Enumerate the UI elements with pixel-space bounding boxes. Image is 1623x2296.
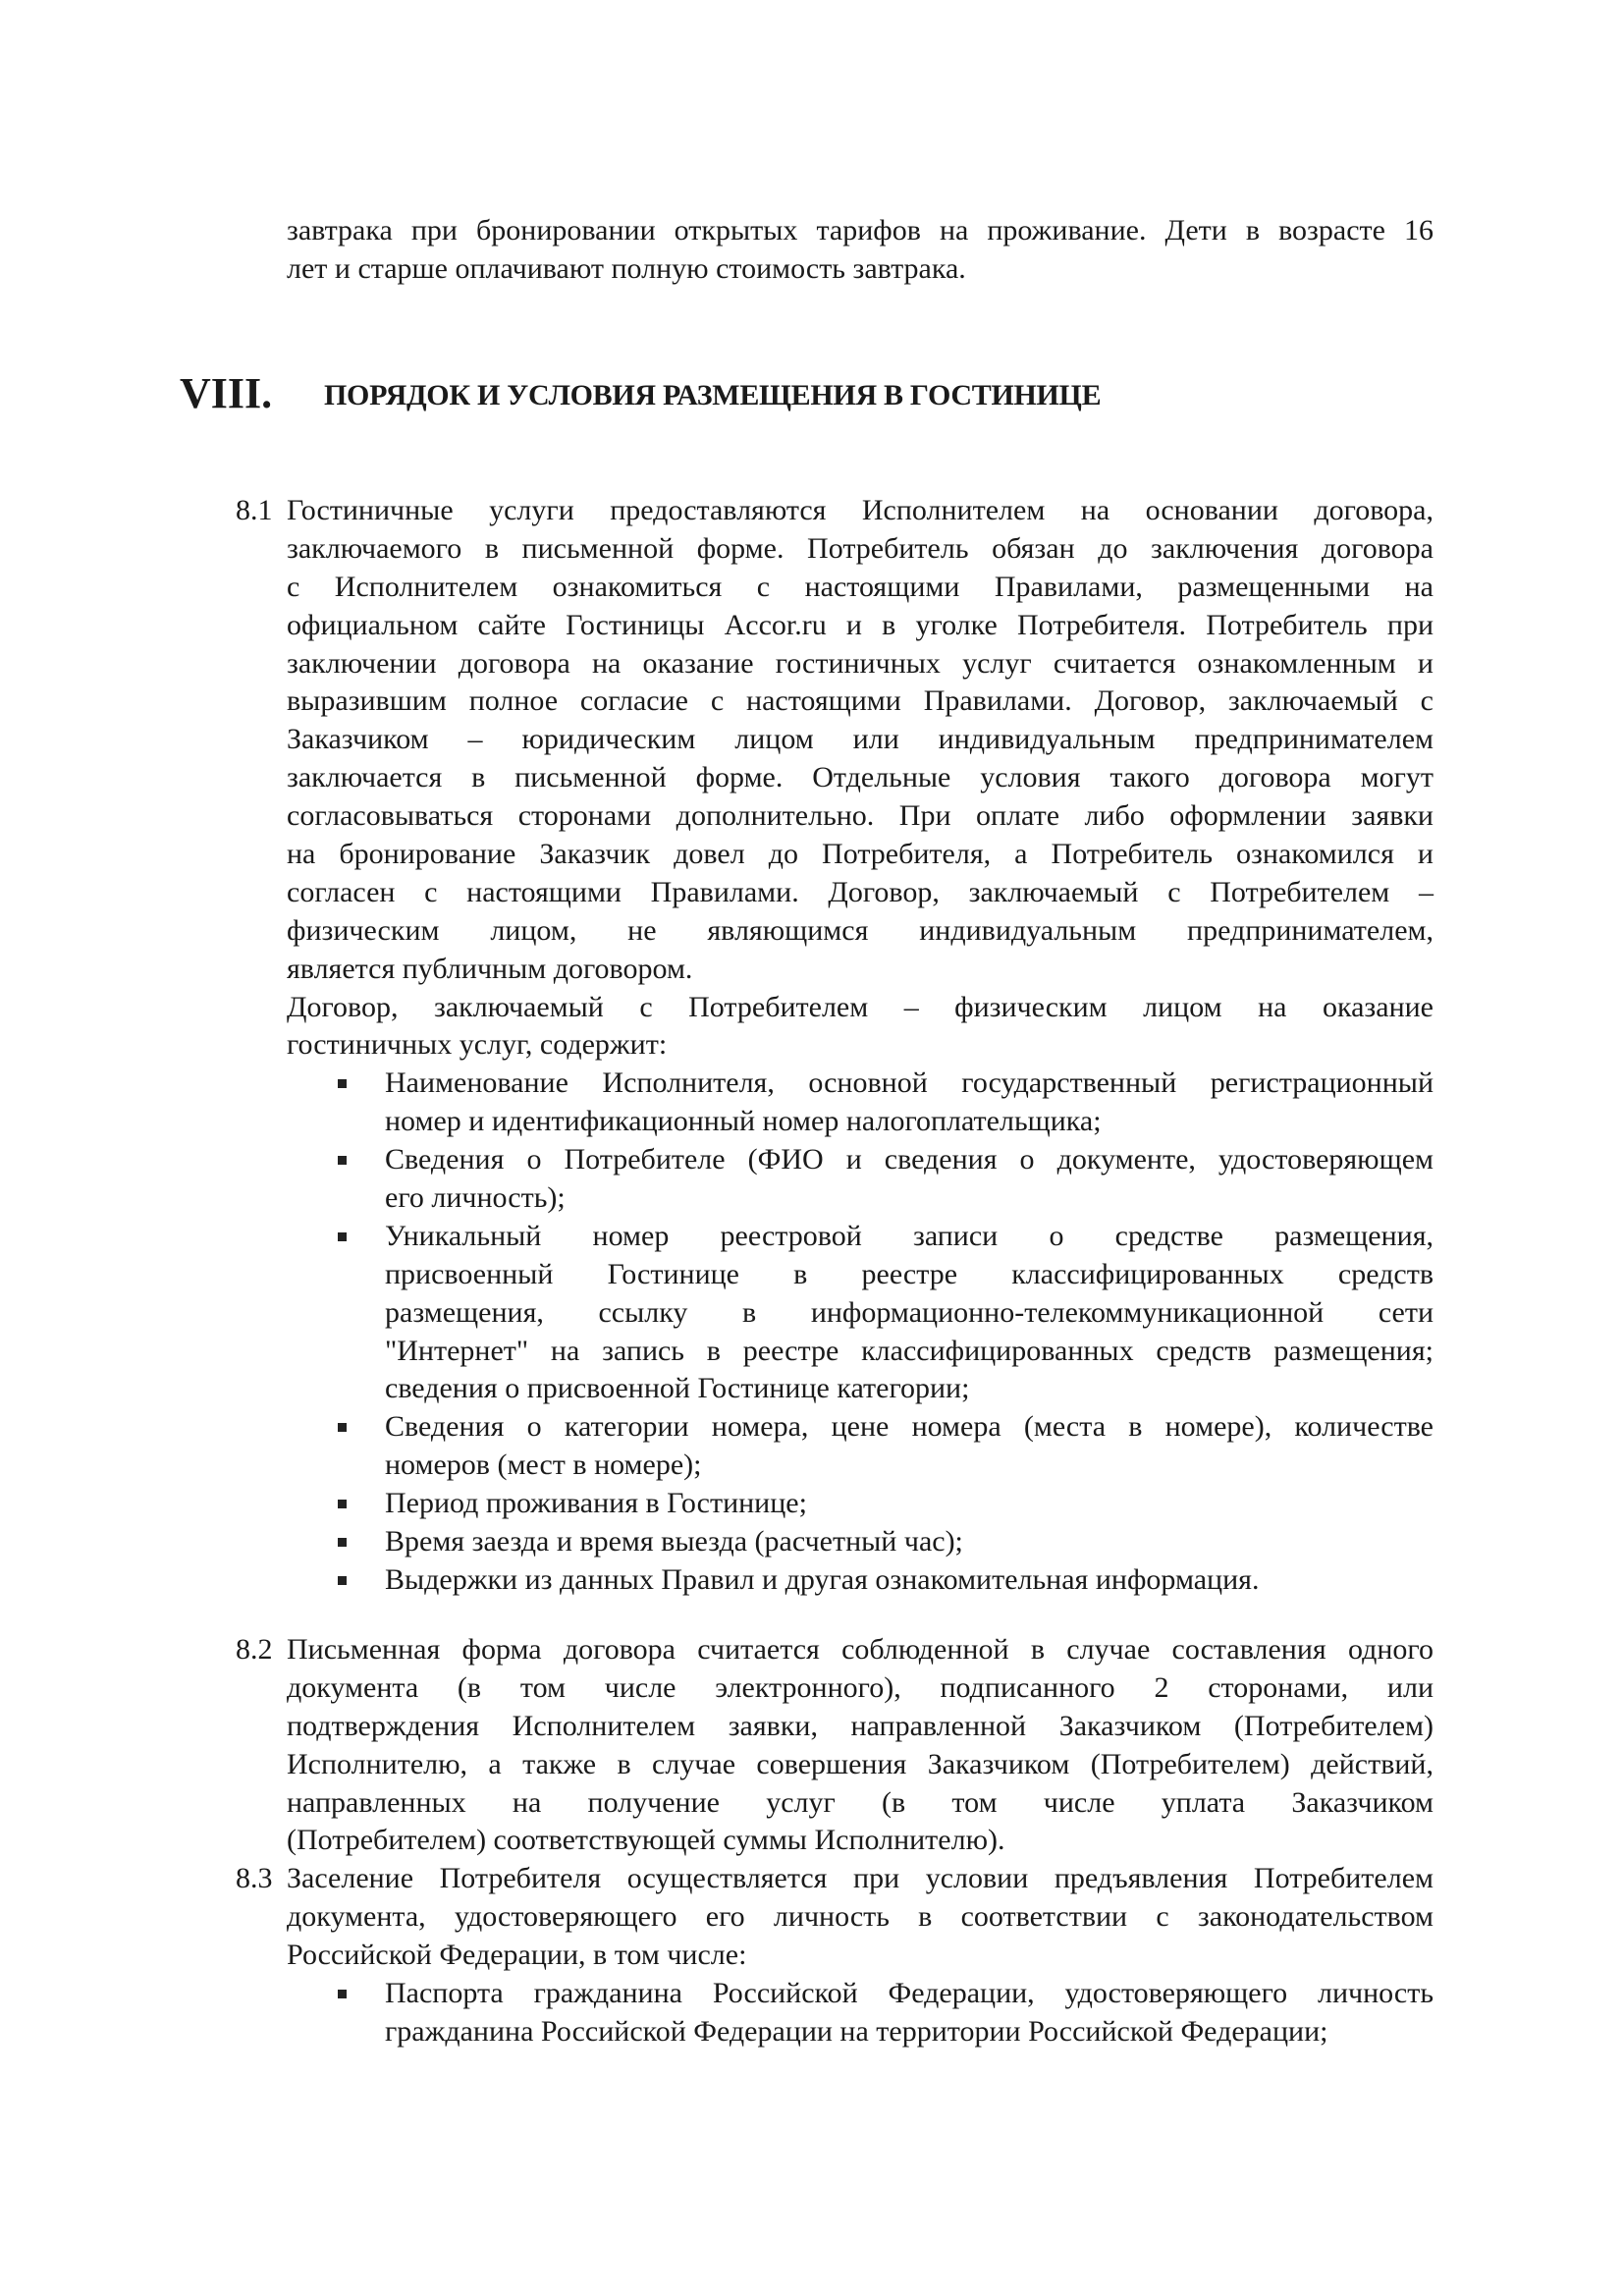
bullet-line (0, 1485, 1623, 1523)
bullet-line (0, 1447, 1623, 1485)
bullet-line (0, 1561, 1623, 1600)
line-text: его личность); (385, 1181, 566, 1215)
bullet-line (0, 1294, 1623, 1333)
line-text: Заселение Потребителя осуществляется при условии предъявления Потребителем (287, 1862, 1434, 1895)
paragraph-line (0, 492, 1623, 530)
line-text: Исполнителю, а также в случае совершения Заказчиком (Потребителем) действий, (287, 1747, 1434, 1780)
paragraph-line (0, 1784, 1623, 1823)
line-text: Договор, заключаемый с Потребителем – физическим лицом на оказание (287, 990, 1434, 1023)
line-text: с Исполнителем ознакомиться с настоящими Правилами, размещенными на (287, 570, 1434, 603)
paragraph-line (0, 1708, 1623, 1746)
line-text: "Интернет" на запись в реестре классифицированных средств размещения; (385, 1334, 1434, 1367)
square-bullet-icon (338, 1232, 347, 1241)
bullet-line (0, 1333, 1623, 1371)
line-text: Наименование Исполнителя, основной государственный регистрационный (385, 1066, 1434, 1100)
line-text: заключении договора на оказание гостиничных услуг считается ознакомленным и (287, 646, 1434, 680)
square-bullet-icon (338, 1538, 347, 1547)
line-text: подтверждения Исполнителем заявки, направленной Заказчиком (Потребителем) (287, 1709, 1434, 1742)
paragraph-line (0, 1898, 1623, 1937)
clause-number: 8.1 (236, 494, 273, 526)
paragraph-line (0, 874, 1623, 912)
clauses-8-2-8-3 (0, 1631, 1623, 2051)
square-bullet-icon (338, 1156, 347, 1165)
line-text: согласен с настоящими Правилами. Договор, заключаемый с Потребителем – (287, 875, 1434, 908)
line-text: Гостиничные услуги предоставляются Исполнителем на основании договора, (287, 494, 1434, 526)
line-text: документа (в том числе электронного), подписанного 2 сторонами, или (287, 1670, 1434, 1704)
bullet-line (0, 1975, 1623, 2013)
line-text: Заказчиком – юридическим лицом или индивидуальным предпринимателем (287, 723, 1434, 756)
section-title: ПОРЯДОК И УСЛОВИЯ РАЗМЕЩЕНИЯ В ГОСТИНИЦЕ (324, 379, 1102, 411)
bullet-line (0, 1408, 1623, 1447)
line-text: (Потребителем) соответствующей суммы Исполнителю). (287, 1824, 1005, 1857)
line-text: Время заезда и время выезда (расчетный час); (385, 1525, 963, 1558)
line-text: направленных на получение услуг (в том числе уплата Заказчиком (287, 1785, 1434, 1819)
paragraph-line (0, 645, 1623, 683)
line-text: является публичным договором. (287, 952, 693, 985)
line-text: на бронирование Заказчик довел до Потребителя, а Потребитель ознакомился и (287, 838, 1434, 871)
bullet-line (0, 1523, 1623, 1561)
bullet-line (0, 1370, 1623, 1408)
bullet-line (0, 1103, 1623, 1141)
line-text: заключается в письменной форме. Отдельные условия такого договора могут (287, 761, 1434, 794)
paragraph-line (0, 569, 1623, 607)
line-text: присвоенный Гостинице в реестре классифицированных средств (385, 1257, 1434, 1290)
line-text: Сведения о категории номера, цене номера (места в номере), количестве (385, 1410, 1434, 1444)
square-bullet-icon (338, 1576, 347, 1585)
square-bullet-icon (338, 1079, 347, 1088)
line-text: Период проживания в Гостинице; (385, 1487, 807, 1520)
paragraph-line (0, 721, 1623, 759)
line-text: гражданина Российской Федерации на территории Российской Федерации; (385, 2014, 1328, 2048)
line-text: сведения о присвоенной Гостинице категории; (385, 1372, 970, 1405)
paragraph-line (0, 912, 1623, 951)
paragraph-line (0, 797, 1623, 836)
line-text: согласовываться сторонами дополнительно. При оплате либо оформлении заявки (287, 799, 1434, 833)
square-bullet-icon (338, 1423, 347, 1432)
bullet-line (0, 1179, 1623, 1218)
line-text: документа, удостоверяющего его личность в соответствии с законодательством (287, 1900, 1434, 1934)
paragraph-line (0, 1860, 1623, 1898)
bullet-line (0, 1218, 1623, 1256)
bullet-line (0, 1065, 1623, 1103)
paragraph-line (0, 1937, 1623, 1975)
line-text: Сведения о Потребителе (ФИО и сведения о документе, удостоверяющем (385, 1143, 1434, 1176)
paragraph-line (0, 951, 1623, 989)
clause-number: 8.3 (236, 1862, 273, 1895)
paragraph-line (0, 1822, 1623, 1860)
paragraph-line (0, 1631, 1623, 1669)
paragraph-line (0, 1746, 1623, 1784)
line-text: Выдержки из данных Правил и другая ознакомительная информация. (385, 1562, 1260, 1596)
paragraph-line (0, 989, 1623, 1027)
clause-number: 8.2 (236, 1633, 273, 1666)
line-text: официальном сайте Гостиницы Accor.ru и в уголке Потребителя. Потребитель при (287, 608, 1434, 641)
bullet-line (0, 1256, 1623, 1294)
square-bullet-icon (338, 1500, 347, 1508)
line-text: Уникальный номер реестровой записи о средстве размещения, (385, 1219, 1434, 1252)
intro-paragraph (0, 212, 1623, 289)
bullet-line (0, 2013, 1623, 2051)
square-bullet-icon (338, 1990, 347, 1998)
paragraph-line (0, 607, 1623, 645)
paragraph-line (0, 212, 1623, 250)
paragraph-line (0, 1669, 1623, 1708)
bullet-line (0, 1141, 1623, 1179)
line-text: физическим лицом, не являющимся индивидуальным предпринимателем, (287, 913, 1434, 947)
paragraph-line (0, 683, 1623, 721)
line-text: Паспорта гражданина Российской Федерации, удостоверяющего личность (385, 1977, 1434, 2010)
line-text: размещения, ссылку в информационно-телекоммуникационной сети (385, 1295, 1434, 1329)
line-text: Российской Федерации, в том числе: (287, 1939, 747, 1972)
section-number: VIII. (180, 369, 273, 417)
paragraph-line (0, 1026, 1623, 1065)
clause-8-1 (0, 492, 1623, 1600)
line-text: Письменная форма договора считается соблюденной в случае составления одного (287, 1633, 1434, 1666)
line-text: гостиничных услуг, содержит: (287, 1028, 668, 1062)
line-text: лет и старше оплачивают полную стоимость завтрака. (287, 251, 966, 285)
paragraph-line (0, 250, 1623, 289)
line-text: заключаемого в письменной форме. Потребитель обязан до заключения договора (287, 531, 1434, 565)
line-text: завтрака при бронировании открытых тарифов на проживание. Дети в возрасте 16 (287, 214, 1434, 246)
paragraph-line (0, 836, 1623, 874)
line-text: выразившим полное согласие с настоящими Правилами. Договор, заключаемый с (287, 684, 1434, 718)
paragraph-line (0, 530, 1623, 569)
paragraph-line (0, 759, 1623, 797)
line-text: номер и идентификационный номер налогоплательщика; (385, 1105, 1102, 1138)
line-text: номеров (мест в номере); (385, 1449, 702, 1482)
